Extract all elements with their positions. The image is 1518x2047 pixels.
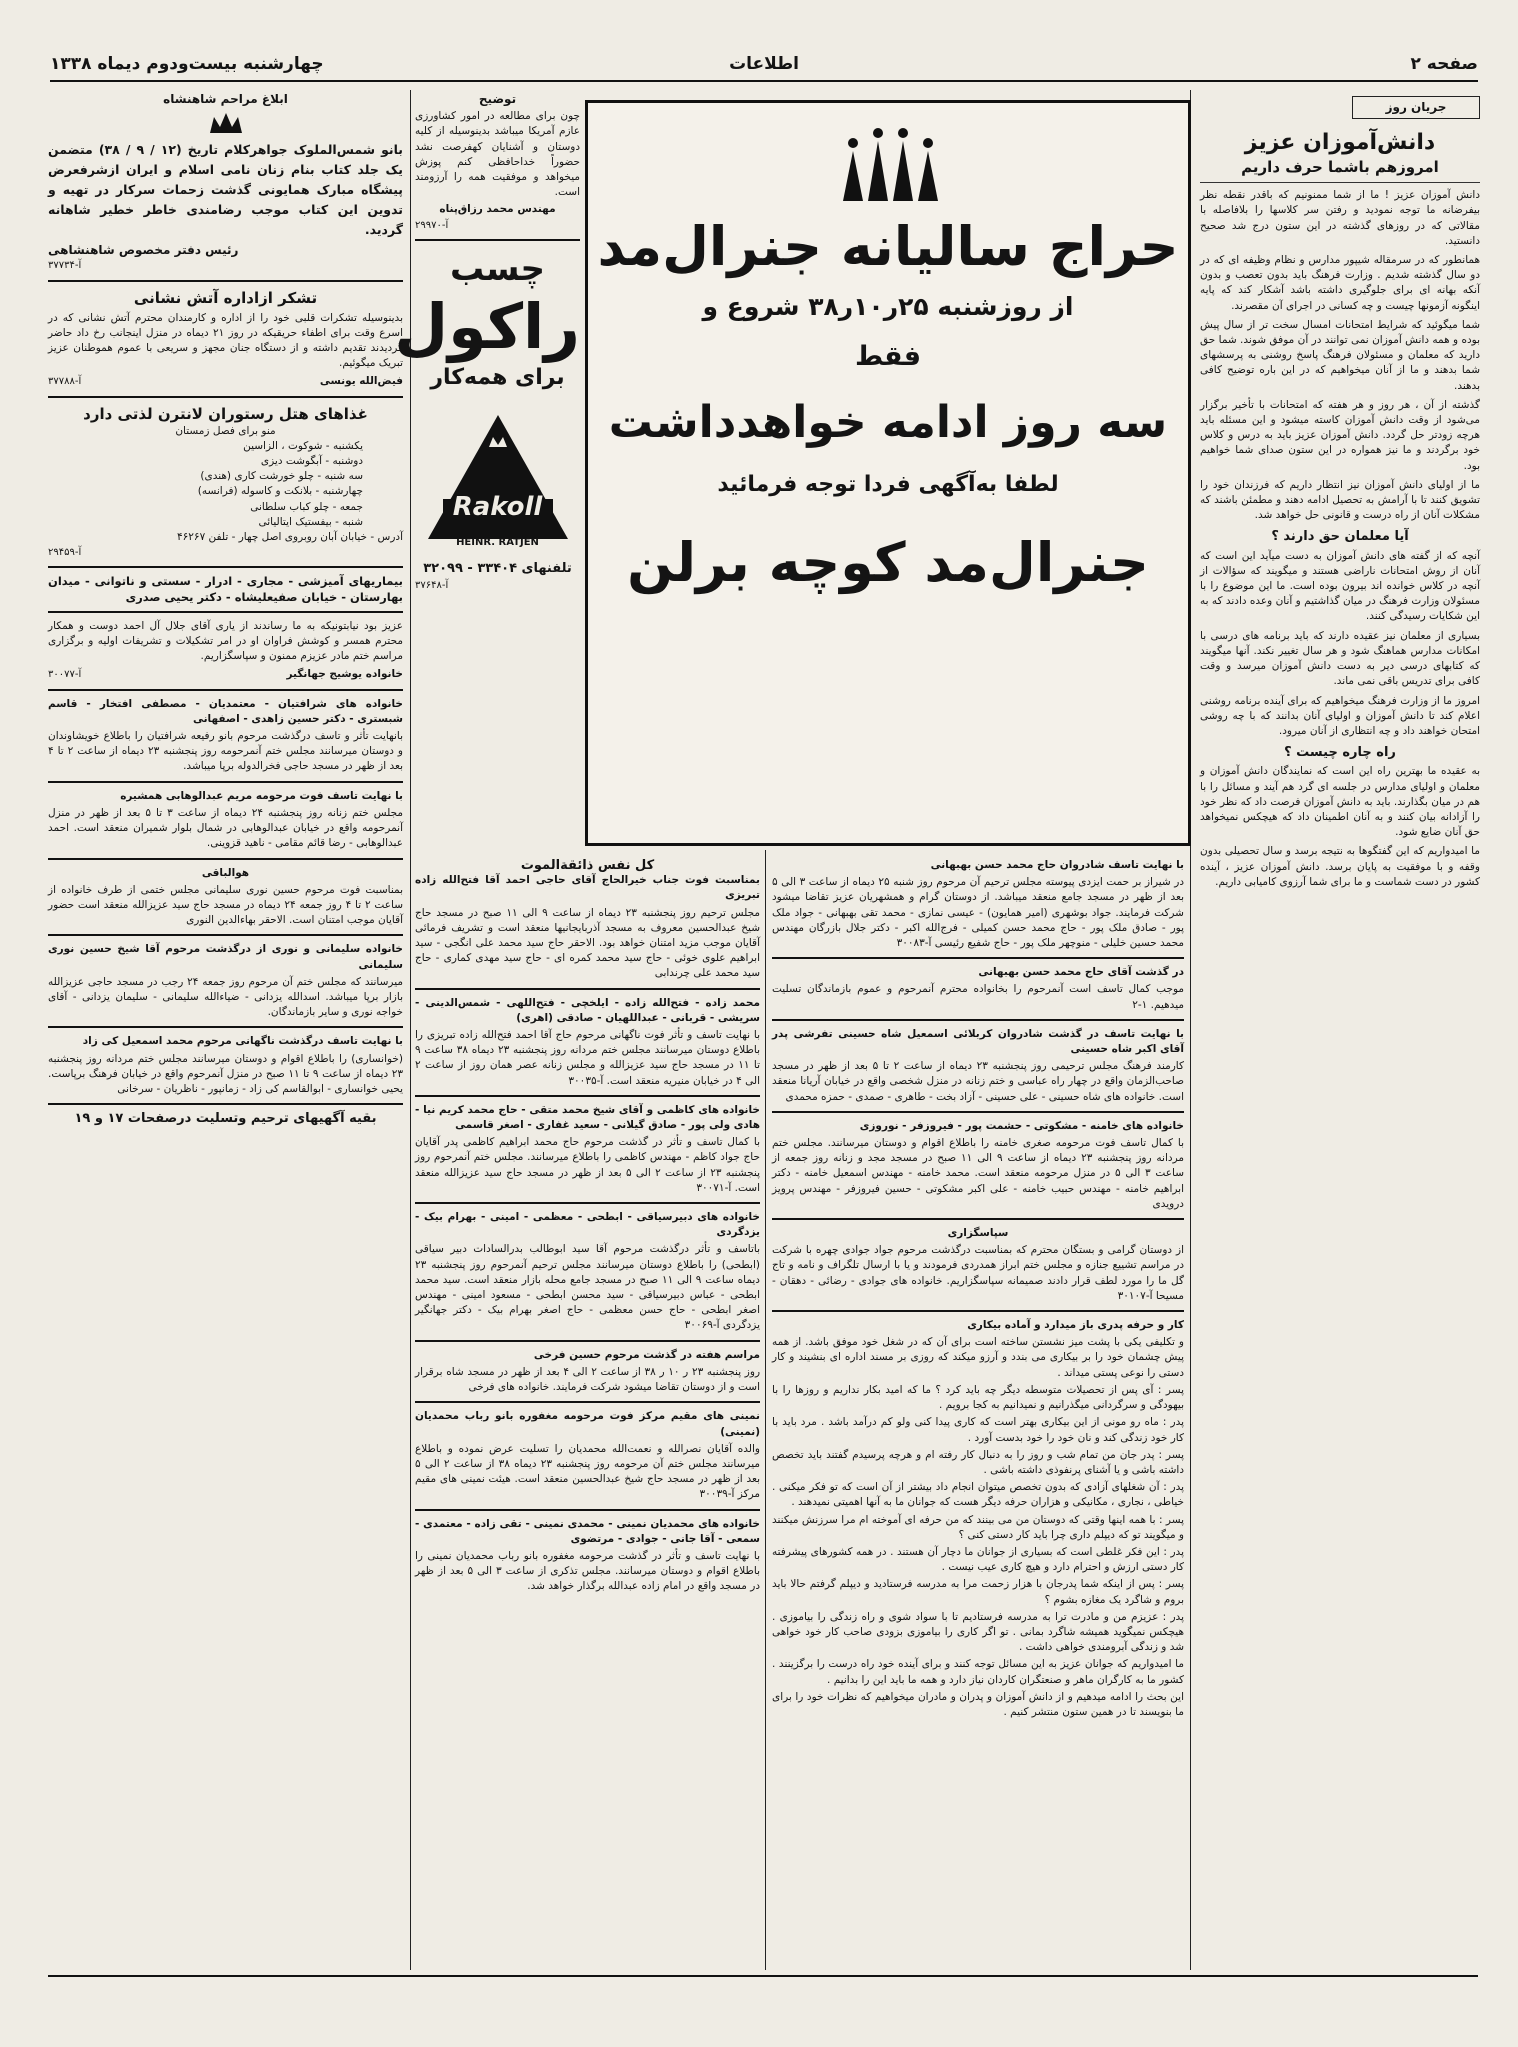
notice-body: (خوانساری) را باطلاع اقوام و دوستان میرسانند مجلس ختم مردانه روز پنجشنبه ۲۳ دیماه از ساعت ۹ تا ۱۱ صبح در منزل آنمرحوم واقع در خیابان فرهنگ برپاست. یحیی خوانساری - ابوالقاسم کی زاد - زمانپور - ناظریان - سرخانی [48,1052,404,1095]
notice-body: روز پنجشنبه ۲۳ ر ۱۰ ر ۳۸ از ساعت ۲ الی ۴ بعد از ظهر در مسجد شاه برقرار است و از دوستان تقاضا میشود شرکت فرمایند. خانواده های فرخی [415,1365,761,1394]
editorial-column [1200,92,1480,1972]
menu-item: جمعه - چلو کباب سلطانی [250,500,363,513]
notice-body: با نهایت تاسف و تأثر در گذشت مرحومه مغفوره بانو رباب محمدیان نمینی را باطلاع اقوام و دوستان میرسانند. مجلس تذکری از ساعت ۳ الی ۵ بعد از ظهر در مسجد واقع در امام زاده عبدالله برگذار خواهد شد. [415,1549,760,1593]
notice-title: خانواده های خامنه - مشکوتی - حشمت پور - فیروزفر - نوروزی [859,1119,1184,1132]
editorial-section-title: آیا معلمان حق دارند ؟ [1271,529,1409,545]
editorial-subtitle: امروزهم باشما حرف داریم [1241,158,1439,177]
notice-body: والده آقایان نصرالله و نعمت‌الله محمدیان را تسلیت عرض نموده و باطلاع میرسانند مجلس ختم آن مرحومه روز پنجشنبه ۲۳ دیماه ۳۸ از ساعت ۲ الی ۵ بعد از ظهر در مسجد حاج شیخ عبدالحسین منعقد است. هیئت نمینی های مقیم مرکز آ-۳۰۰۳۹ [415,1442,761,1501]
editorial-paragraph: گذشته از آن ، هر روز و هر هفته که امتحانات با تأخیر برگزار می‌شود از وقت دانش آموزان کاسته میشود و این مسئله باید هرچه زودتر حل گردد. دانش آموزان عزیز باید به درس و کلاس خود برگردند و ما نیز همواره در این ستون صدای شما خواهیم بود. [1200,398,1480,472]
continued-footer: بقیه آگهیهای ترحیم وتسلیت درصفحات ۱۷ و ۱۹ [74,1111,377,1127]
article-paragraph: پدر : عزیزم من و مادرت ترا به مدرسه فرستادیم تا با سواد شوی و راه زندگی را بیاموزی . هیچکس نمیگوید همیشه شاگرد بمانی . تو اگر کاری را بیاموزی بزودی صاحب کار خود خواهی شد و زندگی آبرومندی خواهی داشت . [772,1610,1184,1654]
rakoll-phones: تلفنهای ۳۳۴۰۴ - ۳۲۰۹۹ [423,561,572,577]
editorial-paragraph: امروز ما از وزارت فرهنگ میخواهیم که برای آینده برنامه روشنی اعلام کند تا دانش آموزان و اولیای آنان بدانند که با چه روشی امتحان خواهند داد و چه انتظاری از آنان میرود. [1200,694,1480,737]
article-paragraph: پدر : این فکر غلطی است که بسیاری از جوانان ما دچار آن هستند . در همه کشورهای پیشرفته کار دستی ارزش و احترام دارد و هیچ کاری عیب نیست . [772,1545,1184,1574]
crown-logo-icon [833,121,943,211]
column-heading: کل نفس ذائقةالموت [520,858,655,873]
column-rule [410,90,411,1970]
page-number: صفحه ۲ [1410,54,1478,74]
rakoll-logo-text: Rakoll [452,492,543,523]
article-paragraph: پدر : ماه رو مونی از این بیکاری بهتر است که کاری پیدا کنی ولو کم درآمد باشد . مرد باید با کار خود زندگی کند و نان خود را خود بدست آورد . [772,1416,1184,1444]
article-paragraph: پسر : پس از اینکه شما پدرجان با هزار زحمت مرا به مدرسه فرستادید و دیپلم گرفتم حالا باید بروم و شاگرد یک مغازه بشوم ؟ [772,1578,1184,1606]
fire-sign: فیض‌الله یونسی [319,375,403,388]
article-paragraph: پدر : آن شغلهای آزادی که بدون تخصص میتوان انجام داد بیشتر از آن است که تو فکر میکنی . خیاطی ، نجاری ، مکانیکی و هزاران حرفه دیگر هست که جوانان ما به آنها اهمیتی نمیدهند . [772,1481,1184,1509]
notice-title: بمناسبت فوت جناب خیرالحاج آقای حاجی احمد آقا فتح‌الله زاده تبریزی [415,874,760,902]
royal-crest-icon [206,109,246,137]
editorial-paragraph: به عقیده ما بهترین راه این است که نمایندگان دانش آموزان و معلمان و اولیای مدارس در جلسه ای گرد هم آیند و مسائل را با هم در میان بگذارند. باید به دانش آموزان فرصت داد که نظر خود را آزادانه بیان کنند و به آنان اطمینان داد که هیچکس نمیخواهد حق آنان ضایع شود. [1200,765,1480,839]
notices-left-column [48,92,403,1972]
notice-body: با نهایت تاسف و تأثر فوت ناگهانی مرحوم حاج آقا احمد فتح‌الله زاده تبریزی را باطلاع دوستان میرسانند مجلس ختم مردانه روز پنجشنبه ۲۳ دیماه ۳۸ ساعت ۹ تا ۱۱ در مسجد حاج سید عزیزالله و مجلس زنانه عصر همان روز از ساعت ۲ الی ۴ در خیابان منیریه منعقد است. آ-۳۰۰۳۵ [415,1029,761,1087]
editorial-paragraph: شما میگوئید که شرایط امتحانات امسال سخت تر از سال پیش بوده و همه دانش آموزان نمی توانند در آن موفق شوند. شما حق دارید که معلمان و مسئولان فرهنگ پاسخ روشنی به پرسشهای شما بدهند و ما از آنان میخواهیم که در این باره توضیح کافی بدهند. [1200,318,1480,392]
restaurant-code: آ-۲۹۴۵۹ [48,547,82,559]
notice-title: توضیح [478,92,517,106]
notice-body: بانهایت تأثر و تاسف درگذشت مرحوم بانو رفیعه شرافتیان را باطلاع خویشاوندان و دوستان میرسانند مجلس ختم آنمرحومه روز پنجشنبه ۲۳ دیماه از ساعت ۲ تا ۴ بعد از ظهر در مسجد حاجی فخرالدوله برپا میباشد. [48,730,404,773]
article-paragraph: پسر : پدر جان من تمام شب و روز را به دنبال کار رفته ام و هرچه پرسیدم گفتند باید تخصص داشته باشی و یا آشنای پرنفوذی داشته باشی . [772,1448,1184,1476]
notice-title: هوالباقی [201,866,250,879]
thanks-body: عزیز بود نیابتونیکه به ما رساندند از یاری آقای جلال آل احمد دوست و همکار محترم همسر و کوشش فراوان او در امر تشکیلات و تشریفات اولیه و برگزاری مراسم ختم مادر عزیزم ممنون و سپاسگزاریم. [48,619,403,663]
ad-store-name: جنرال‌مد کوچه برلن [627,531,1149,594]
notice-body: باتاسف و تأثر درگذشت مرحوم آقا سید ابوطالب بدرالسادات دبیر سیاقی (ابطحی) را باطلاع دوستان میرسانند مجلس ترحیم آنمرحوم روز پنجشنبه ۲۳ دیماه ساعت ۹ الی ۱۱ صبح در مسجد جامع محله بازار منعقد است. سید محمد ابطحی - عباس دبیرسیاقی - سید محسن ابطحی - مسعود امینی - مهندس اصغر ابطحی - حاج حسن معظمی - حاج اصغر بهرام بیک - دکتر جهانگیر یزدگردی آ-۳۰۰۶۹ [415,1243,760,1332]
obituaries-column-b [772,858,1184,1968]
restaurant-address: آدرس - خیابان آبان روبروی اصل چهار - تلفن ۴۶۲۶۷ [177,531,403,544]
notice-title: با نهایت تاسف فوت مرحومه مریم عبدالوهابی همشیره [120,789,403,802]
rakoll-brand: راکول [394,289,580,363]
fire-code: آ-۳۷۷۸۸ [48,376,82,388]
notice-body: کارمند فرهنگ مجلس ترحیمی روز پنجشنبه ۲۳ دیماه از ساعت ۲ تا ۵ بعد از ظهر در مسجد صاحب‌الزمان واقع در چهار راه عباسی و ختم زنانه در منزل شخصی واقع در خیابان آریانا منعقد است. خانواده های شاه حسینی - علی حسینی - آزاد بخت - طاهری - صمدی - حمزه محمدی [772,1060,1185,1103]
column-rule [765,850,766,1970]
notice-sign: مهندس محمد رزاق‌پناه [439,203,556,216]
issue-date: چهارشنبه بیست‌ودوم دیماه ۱۳۳۸ [50,54,324,74]
notice-body: میرسانند که مجلس ختم آن مرحوم روز جمعه ۲۴ رجب در مسجد حاجی عزیزالله بازار برپا میباشد. اسدالله یزدانی - ضیاءالله سلیمانی - سلیمان یزدانی - آقای خواجه نوری و سایر بازماندگان. [48,975,404,1019]
notice-title: خانواده های محمدیان نمینی - محمدی نمینی - تقی زاده - معتمدی - سمعی - آقا جانی - جوادی - مرتضوی [415,1517,760,1545]
rakoll-tagline: برای همه‌کار [430,364,565,390]
notice-title: نمینی های مقیم مرکز فوت مرحومه مغفوره بانو رباب محمدیان (نمینی) [415,1410,760,1438]
editorial-paragraph: دانش آموزان عزیز ! ما از شما ممنونیم که باقدر نقطه نظر بیفرضانه ما توجه نمودید و رفتن سر کلاسها را بلافاصله با مقالاتی که در روزهای گذشته در این ستون درج شد صحیح دانستید. [1200,189,1480,247]
menu-item: چهارشنبه - بلانکت و کاسوله (فرانسه) [197,485,363,498]
fire-title: تشکر ازاداره آتش نشانی [133,288,318,307]
notice-body: موجب کمال تاسف است آنمرحوم را بخانواده محترم آنمرحوم و عموم بازماندگان تسلیت میدهیم. ۱-۲ [772,983,1184,1011]
fire-body: بدینوسیله تشکرات قلبی خود را از اداره و کارمندان محترم آتش نشانی که در اسرع وقت برای اطفاء حریقیکه در روز ۲۱ دیماه در منزل اینجانب رخ داد حاضر گردیدند تقدیم داشته و از دستگاه جنان مجهز و سریعی با عموم هموطنان عزیز تبریک میگوئیم. [48,311,403,370]
page-bottom-rule [48,1975,1478,1977]
rakoll-maker: HEINR. RATJEN [456,537,539,549]
menu-item: دوشنبه - آبگوشت دیزی [260,455,363,468]
restaurant-title: غذاهای هتل رستوران لانترن لذتی دارد [83,404,368,423]
ad-notice: لطفا به‌آگهی فردا توجه فرمائید [717,472,1059,497]
menu-item: شنبه - بیفستیک ایتالیائی [258,515,363,528]
menu-item: سه شنبه - چلو خورشت کاری (هندی) [200,470,363,483]
notice-body: بمناسبت فوت مرحوم حسین نوری سلیمانی مجلس ختمی از طرف خانواده از ساعت ۲ تا ۴ روز جمعه ۲۴ دیماه در مسجد حاج سید عزیزالله منعقد است حضور آقایان موجب امتنان است. الاحقر بهاءالدین النوری [48,883,403,927]
notice-title: خانواده های کاظمی و آقای شیخ محمد متقی - حاج محمد کریم نیا - هادی ولی پور - صادق گیلانی - سعید غفاری - اصغر قاسمی [415,1103,760,1132]
thanks-code: آ-۳۰۰۷۷ [48,669,82,681]
notice-body: مجلس ترحیم روز پنجشنبه ۲۳ دیماه از ساعت ۹ الی ۱۱ صبح در مسجد حاج شیخ عبدالحسین معروف به مسجد آذربایجانیها منعقد است و تشریف فرمائی آقایان موجب مزید امتنان خواهد بود. الاحقر حاج سید محمد علی انگجی - سید ابراهیم علوی خوئی - حاج سید محمد کمره ای - حاج سید مهدی کماری - حاج سید محمد علی چرندابی [415,906,760,980]
ad-headline: حراج سالیانه جنرال‌مد [597,215,1179,278]
rakoll-ad [394,247,580,594]
notice-title: سپاسگزاری [947,1227,1009,1240]
clinic-ad: بیماریهای آمیزشی - مجاری - ادرار - سستی و ناتوانی - میدان بهارستان - خیابان صفیعلیشاه - دکتر یحیی صدری [48,574,403,604]
editorial-paragraph: همانطور که در سرمقاله شیپور مدارس و نظام وظیفه ای که در دو سال گذشته شدیم . وزارت فرهنگ باید بدون تعصب و بدون آنکه بهانه ای برای جلوگیری داشته باشد آشکار کند که پایه اینگونه آزمونها چیست و چه کسانی در اجرای آن مقصرند. [1200,254,1480,312]
notice-body: با کمال تاسف فوت مرحومه صغری خامنه را باطلاع اقوام و دوستان میرسانند. مجلس ختم مردانه روز پنجشنبه ۲۳ دیماه از ساعت ۹ الی ۱۱ صبح در مسجد مجد و زنانه روز جمعه از ساعت ۳ الی ۵ در منزل مرحومه منعقد است. محمد خامنه - مهندس اسمعیل خامنه - دکتر ابراهیم خامنه - مهندس حبیب خامنه - علی اکبر مشکوتی - حسین فیروزفر - مهندس پرویز درویدی [772,1137,1184,1210]
rakoll-glue-label: چسب [449,248,546,289]
article-paragraph: ما امیدواریم که جوانان عزیز به این مسائل توجه کنند و برای آینده خود راه درست را برگزینند . کشور ما به کارگران ماهر و صنعتگران کاردان نیاز دارد و همه ما باید این را بدانیم . [772,1658,1184,1686]
ad-start-date: از روزشنبه ۲۵ر۱۰ر۳۸ شروع و [702,292,1074,321]
royal-code: آ-۳۷۷۳۴ [48,260,82,272]
restaurant-intro: منو برای فصل زمستان [175,424,276,437]
rakoll-code: آ-۳۷۶۴۸ [415,580,449,592]
notice-title: خانواده های شرافتیان - معتمدیان - مصطفی افتخار - قاسم شبستری - دکتر حسین زاهدی - اصفهانی [48,697,403,725]
notice-title: محمد زاده - فتح‌الله زاده - ایلخچی - فتح‌اللهی - شمس‌الدینی - سریشی - قربانی - عبداللهیان - صادقی (اهری) [415,996,760,1024]
royal-title: ابلاغ مراحم شاهنشاه [163,92,288,106]
editorial-paragraph: ما از اولیای دانش آموزان نیز انتظار داریم که فرزندان خود را تشویق کنند تا با آرامش به تحصیل ادامه دهند و مطمئن باشند که مشکلات آنان از راه درست و قانونی حل خواهد شد. [1200,478,1480,522]
rakoll-logo-icon [423,407,573,547]
royal-body: بانو شمس‌الملوک جواهرکلام تاریخ (۱۲ / ۹ / ۳۸) متضمن یک جلد کتاب بنام زنان نامی اسلام و ایران ازشرفعرض پیشگاه مبارک همایونی گذشت زحمات سرکار در تهیه و تدوین این کتاب موجب رضامندی خاطر خطیر شاهانه گردید. [48,142,403,238]
ad-duration: سه روز ادامه خواهدداشت [608,397,1168,448]
editorial-section-title: راه چاره چیست ؟ [1284,745,1396,761]
notice-title: با نهایت تاسف شادروان حاج محمد حسن بهبهانی [930,859,1184,871]
obituaries-column-a [415,858,760,1968]
notice-title: مراسم هفته در گذشت مرحوم حسین فرخی [533,1348,760,1361]
notice-body: چون برای مطالعه در امور کشاورزی عازم آمریکا میباشد بدینوسیله از کلیه دوستان و آشنایان کهفرصت نشد حضوراً خداحافظی کنم پوزش میخواهد و موفقیت همه را آرزومند است. [415,110,580,199]
notice-title: خانواده سلیمانی و نوری از درگذشت مرحوم آقا شیخ حسین نوری سلیمانی [48,943,403,971]
notice-body: مجلس ختم زنانه روز پنجشنبه ۲۴ دیماه از ساعت ۳ تا ۵ بعد از ظهر در منزل آنمرحومه واقع در خیابان عبدالوهابی در شمال بلوار شمیران منعقد است. احمد عبدالوهابی - رضا قائم مقامی - ناهید قزوینی. [48,806,404,850]
article-paragraph: پسر : آی پس از تحصیلات متوسطه دیگر چه باید کرد ؟ ما که امید بکار نداریم و روزها را با بیهودگی و سرگردانی میگذرانیم و نمیدانیم به کجا برویم . [772,1383,1184,1412]
article-paragraph: و تکلیفی یکی با پشت میز نشستن ساخته است برای آن که در شغل خود موفق باشد. از همه پیش چشمان خود را بر بیکاری می بندد و آرزو میکند که روزی بر مسند اداره ای بنشیند و کار دستی را نوعی پستی میداند . [772,1336,1184,1379]
notice-title: خانواده های دبیرسیاقی - ابطحی - معظمی - امینی - بهرام بیک - یزدگردی [415,1211,760,1239]
notice-body: با کمال تاسف و تأثر در گذشت مرحوم حاج محمد ابراهیم کاظمی پدر آقایان حاج جواد کاظم - مهندس کاظمی را باطلاع میرسانند. مجلس ختم آنمرحوم روز پنجشنبه ۲۳ از ساعت ۲ الی ۵ بعد از ظهر در مسجد حاج سید عزیزالله منعقد است. آ-۳۰۰۷۱ [415,1136,761,1194]
thanks-sign: خانواده یوشیج جهانگیر [286,668,403,681]
article-paragraph: این بحث را ادامه میدهیم و از دانش آموزان و پدران و مادران میخواهیم که نظرات خود را برای ما بنویسند تا در همین ستون منتشر کنیم . [772,1690,1184,1718]
article-title: کار و حرفه پدری باز میدارد و آماده بیکاری [967,1319,1184,1332]
editorial-paragraph: بسیاری از معلمان نیز عقیده دارند که باید برنامه های درسی با امکانات مدارس هماهنگ شود و هر سال تغییر نکند. آنها میگویند که کتابهای درسی دیر به دست دانش آموزان میرسد و وقت کافی برای تدریس باقی نمی ماند. [1200,629,1480,688]
editorial-paragraph: آنچه که از گفته های دانش آموزان به دست میآید این است که آنان از روش امتحانات ناراضی هستند و میگویند که سؤالات از آنچه در کلاس خوانده اند بیرون بوده است. ما این موضوع را با مسئولان وزارت فرهنگ در میان گذاشتیم و آنان وعده دادند که به این شکایات رسیدگی کنند. [1200,549,1480,623]
page-header [50,52,1478,82]
notice-body: در شیراز بر حمت ایزدی پیوسته مجلس ترحیم آن مرحوم روز شنبه ۲۵ دیماه از ساعت ۳ الی ۵ بعد از ظهر در مسجد جامع منعقد میباشد. از دوستان گرام و همشهریان عزیز تقاضا میشود شرکت فرمایند. جواد بوشهری (امیر همایون) - عیسی نمازی - محمد تقی بهبهانی - جواد ملک پور - صادق ملک پور - حاج محمد حسن کمیلی - فرج‌الله اکبر - دکتر جلال بازرگان مهندس محمد حسین خلیلی - منوچهر ملک پور - حاج شفیع رئیسی آ-۳۰۰۸۳ [772,876,1185,950]
editorial-title: دانش‌آموزان عزیز [1244,130,1436,156]
ad-only: فقط [854,341,922,372]
notice-title: در گذشت آقای حاج محمد حسن بهبهانی [978,966,1184,979]
rakoll-column [394,92,580,852]
column-label: جریان روز [1352,96,1480,119]
notice-title: با نهایت تاسف درگذشت ناگهانی مرحوم محمد اسمعیل کی زاد [82,1035,403,1048]
menu-item: یکشنبه - شوکوت ، الزاسین [243,439,363,452]
newspaper-name: اطلاعات [729,54,799,74]
notice-body: از دوستان گرامی و بستگان محترم که بمناسبت درگذشت مرحوم جواد جوادی چهره با شرکت در مراسم تشییع جنازه و مجلس ختم ابراز همدردی فرمودند و یا با ارسال تلگراف و نامه و تاج گل ما را مورد لطف قرار دادند صمیمانه سپاسگزاریم. خانواده های جوادی - رضائی - دهقان - مسیحا آ-۳۰۱۰۷ [772,1244,1184,1302]
general-mod-ad [585,100,1191,846]
article-paragraph: پسر : با همه اینها وقتی که دوستان من می بینند که من حرفه ای آموخته ام مرا سرزنش میکنند و میگویند تو که دیپلم داری چرا باید کار دستی کنی ؟ [772,1513,1184,1541]
notice-title: با نهایت تاسف در گذشت شادروان کربلائی اسمعیل شاه حسینی تفرشی پدر آقای اکبر شاه حسینی [772,1027,1184,1056]
editorial-paragraph: ما امیدواریم که این گفتگوها به نتیجه برسد و سال تحصیلی بدون وقفه و با موفقیت به پایان برسد. دانش آموزان عزیز ، آینده کشور در دست شماست و ما برای شما آرزوی کامیابی داریم. [1200,845,1480,888]
royal-sign: رئیس دفتر مخصوص شاهنشاهی [48,243,239,258]
notice-code: آ-۲۹۹۷۰ [415,219,449,231]
